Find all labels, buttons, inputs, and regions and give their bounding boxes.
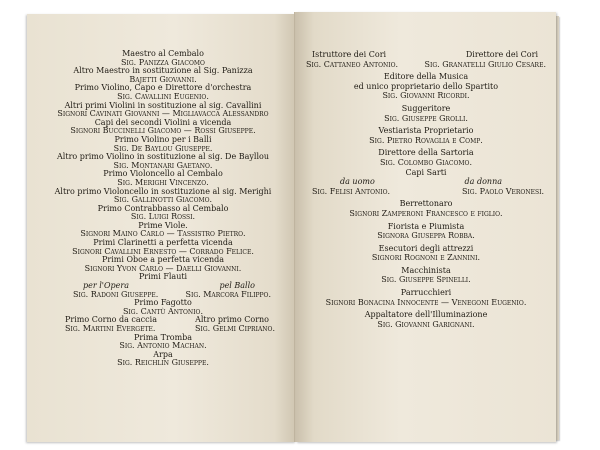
- text-line: Sig. Cavallini Eugenio.: [117, 91, 209, 101]
- text-line: Primo Violoncello al Cembalo: [103, 169, 223, 179]
- text-line: Signori Yvon Carlo — Daelli Giovanni.: [84, 263, 242, 273]
- text-line: Sig. Giuseppe Spinelli.: [381, 275, 471, 285]
- text-line: Fiorista e Piumista: [387, 221, 465, 231]
- text-line: Primi Clarinetti a perfetta vicenda: [93, 238, 233, 248]
- text-line: Direttore della Sartoria: [378, 148, 474, 158]
- text-line: Maestro al Cembalo: [122, 49, 204, 58]
- text-line: Bajetti Giovanni.: [129, 74, 197, 84]
- text-line: Sig. Giuseppe Grolli.: [384, 113, 468, 123]
- text-line: Sig. Panizza Giacomo: [121, 57, 205, 67]
- text-line: ed unico proprietario dello Spartito: [353, 81, 499, 91]
- text-line: Signori Cavinati Giovanni — Migliavacca Alessandro: [57, 109, 269, 119]
- text-line: Primo Contrabbasso al Cembalo: [97, 203, 229, 213]
- text-line: Signori Buccinelli Giacomo — Rossi Giuseppe.: [70, 126, 256, 136]
- corni-right-head: Altro primo Corno: [195, 315, 269, 325]
- text-line: Capi Sarti: [405, 167, 447, 177]
- text-line: Sig. Giovanni Ricordi.: [382, 91, 470, 101]
- text-line: Sig. Merighi Vincenzo.: [117, 177, 209, 187]
- text-line: Altro Maestro in sostituzione al Sig. Panizza: [73, 66, 253, 76]
- sarti-heads: [306, 177, 546, 187]
- sarti-left-name: Sig. Felisi Antonio.: [312, 186, 391, 196]
- cori-names: [306, 60, 546, 70]
- cori-left-head: Istruttore dei Cori: [312, 50, 387, 59]
- text-line: Altro primo Violino in sostituzione al sig. De Bayllou: [57, 152, 269, 162]
- left-page: [27, 14, 296, 442]
- text-line: Editore della Musica: [383, 72, 469, 82]
- sarti-names: [306, 187, 546, 197]
- cori-right-name: Sig. Granatelli Giulio Cesare.: [424, 59, 546, 69]
- sarti-left-head: da uomo: [340, 177, 375, 187]
- text-line: Primi Flauti: [138, 272, 188, 282]
- text-line: Arpa: [153, 349, 173, 359]
- text-line: Sig. Cantù Antonio.: [122, 306, 204, 316]
- cori-left-name: Sig. Cattaneo Antonio.: [306, 59, 399, 69]
- sarti-right-head: da donna: [464, 177, 502, 187]
- flauti-right-head: pel Ballo: [219, 281, 255, 291]
- right-page: [296, 12, 556, 442]
- text-line: Macchinista: [401, 265, 451, 275]
- text-line: Sig. Montanari Gaetano.: [113, 160, 213, 170]
- corni-right-name: Sig. Gelmi Cipriano.: [194, 324, 275, 333]
- text-line: Signori Zamperoni Francesco e figlio.: [349, 208, 503, 218]
- left-page-text: [45, 50, 281, 368]
- text-line: Sig. Luigi Rossi.: [130, 212, 196, 222]
- text-line: Vestiarista Proprietario: [378, 126, 474, 136]
- text-line: Capi dei secondi Violini a vicenda: [94, 117, 232, 127]
- text-line: Parrucchieri: [400, 288, 452, 298]
- text-line: Signori Cavallini Ernesto — Corrado Felice.: [72, 246, 254, 256]
- text-line: Primo Violino per i Balli: [114, 134, 212, 144]
- flauti-left-head: per l'Opera: [83, 281, 129, 291]
- text-line: Altro primo Violoncello in sostituzione al sig. Merighi: [54, 186, 272, 196]
- text-line: Sig. Reichlin Giuseppe.: [117, 358, 209, 368]
- corni-left-head: Primo Corno da caccia: [65, 315, 157, 325]
- text-line: Primi Oboe a perfetta vicenda: [102, 255, 224, 265]
- text-line: Signora Giuseppa Robba.: [377, 231, 475, 241]
- text-line: Sig. Colombo Giacomo.: [379, 157, 472, 167]
- text-line: Signori Rognoni e Zannini.: [371, 253, 481, 263]
- text-line: Prime Viole.: [138, 220, 188, 230]
- text-line: Sig. Giovanni Garignani.: [377, 319, 475, 329]
- text-line: Primo Fagotto: [134, 298, 192, 308]
- text-line: Sig. Pietro Rovaglia e Comp.: [369, 135, 483, 145]
- text-line: Appaltatore dell'Illuminazione: [364, 310, 488, 320]
- text-line: Sig. De Baylou Giuseppe.: [113, 143, 213, 153]
- right-page-text: [306, 50, 546, 329]
- cori-right-head: Direttore dei Cori: [465, 50, 538, 59]
- text-line: Berrettonaro: [399, 199, 453, 209]
- cori-heads: [306, 50, 546, 60]
- text-line: Esecutori degli attrezzi: [378, 243, 474, 253]
- text-line: Primo Violino, Capo e Direttore d'orchestra: [74, 83, 252, 93]
- text-line: Sig. Gallinotti Giacomo.: [113, 195, 213, 205]
- text-line: Signori Maino Carlo — Tassistro Pietro.: [80, 229, 246, 239]
- corni-left-name: Sig. Martini Evergete.: [65, 324, 156, 333]
- text-line: Sig. Antonio Machan.: [119, 341, 207, 351]
- flauti-left-name: Sig. Radoni Giuseppe.: [73, 289, 159, 299]
- text-line: Signori Bonacina Innocente — Venegoni Eugenio.: [325, 297, 527, 307]
- text-line: Altri primi Violini in sostituzione al sig. Cavallini: [64, 100, 262, 110]
- sarti-right-name: Sig. Paolo Veronesi.: [461, 186, 544, 196]
- flauti-right-name: Sig. Marcora Filippo.: [185, 289, 271, 299]
- text-line: Prima Tromba: [133, 332, 193, 342]
- text-line: Suggeritore: [401, 103, 451, 113]
